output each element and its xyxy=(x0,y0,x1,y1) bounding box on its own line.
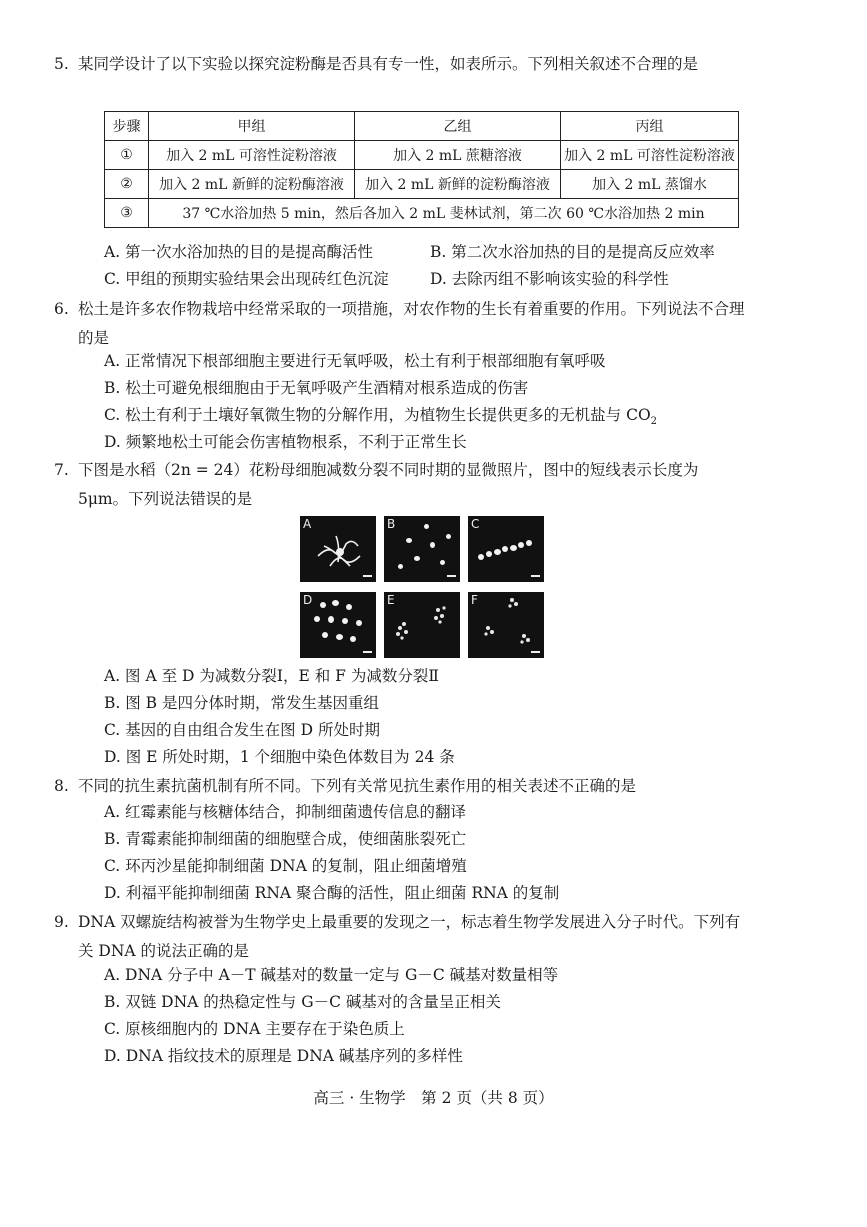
photo-label: A xyxy=(303,517,312,531)
question-stem: DNA 双螺旋结构被誉为生物学史上最重要的发现之一，标志着生物学发展进入分子时代。下列有关 DNA 的说法正确的是 xyxy=(78,913,741,960)
option-a: A. DNA 分子中 A－T 碱基对的数量一定与 G－C 碱基对数量相等 xyxy=(104,966,559,984)
micrograph-d xyxy=(300,592,376,658)
micrograph-e xyxy=(384,592,460,658)
photo-label: B xyxy=(387,517,396,531)
option-c: C. 环丙沙星能抑制细菌 DNA 的复制，阻止细菌增殖 xyxy=(104,857,467,875)
table-cell: ② xyxy=(105,170,149,199)
table-cell: 加入 2 mL 蔗糖溶液 xyxy=(355,141,561,170)
question-stem: 下图是水稻（2n = 24）花粉母细胞减数分裂不同时期的显微照片，图中的短线表示长度为 5μm。下列说法错误的是 xyxy=(78,461,699,508)
option-a: A. 图 A 至 D 为减数分裂Ⅰ，E 和 F 为减数分裂Ⅱ xyxy=(104,667,439,685)
photo-label: C xyxy=(471,517,480,531)
subscript: 2 xyxy=(650,416,658,428)
table-header-row xyxy=(105,112,739,141)
option-a: A. 红霉素能与核糖体结合，抑制细菌遗传信息的翻译 xyxy=(104,803,467,821)
question-7 xyxy=(54,456,748,514)
table-cell: 加入 2 mL 可溶性淀粉溶液 xyxy=(149,141,355,170)
question-stem: 松土是许多农作物栽培中经常采取的一项措施，对农作物的生长有着重要的作用。下列说法不合理的是 xyxy=(78,300,745,347)
option-a: A. 正常情况下根部细胞主要进行无氧呼吸，松土有利于根部细胞有氧呼吸 xyxy=(104,352,606,370)
table-header-cell: 甲组 xyxy=(149,112,355,141)
scale-bar xyxy=(531,575,540,577)
option-c: C. 原核细胞内的 DNA 主要存在于染色质上 xyxy=(104,1020,405,1038)
experiment-table xyxy=(104,111,739,228)
table-cell-merged: 37 ℃水浴加热 5 min，然后各加入 2 mL 斐林试剂，第二次 60 ℃水浴加热 2 min xyxy=(149,199,739,228)
table-row xyxy=(105,141,739,170)
question-stem: 不同的抗生素抗菌机制有所不同。下列有关常见抗生素作用的相关表述不正确的是 xyxy=(78,777,637,795)
option-b: B. 第二次水浴加热的目的是提高反应效率 xyxy=(430,243,715,261)
option-b: B. 松土可避免根细胞由于无氧呼吸产生酒精对根系造成的伤害 xyxy=(104,379,529,397)
scale-bar xyxy=(363,575,372,577)
question-number: 9. xyxy=(54,913,69,931)
question-number: 6. xyxy=(54,300,69,318)
photo-label: D xyxy=(303,593,313,607)
micrograph-f xyxy=(468,592,544,658)
table-cell: 加入 2 mL 新鲜的淀粉酶溶液 xyxy=(355,170,561,199)
question-9 xyxy=(54,908,748,966)
photo-label: F xyxy=(471,593,478,607)
question-number: 7. xyxy=(54,461,69,479)
chromosome-cluster-graphic xyxy=(468,592,544,658)
scale-bar xyxy=(447,575,456,577)
option-b: B. 图 B 是四分体时期，常发生基因重组 xyxy=(104,694,379,712)
option-d: D. 图 E 所处时期，1 个细胞中染色体数目为 24 条 xyxy=(104,748,455,766)
table-row xyxy=(105,170,739,199)
table-row xyxy=(105,199,739,228)
scale-bar xyxy=(531,651,540,653)
micrograph-b xyxy=(384,516,460,582)
table-cell: ③ xyxy=(105,199,149,228)
scale-bar xyxy=(363,651,372,653)
option-b: B. 青霉素能抑制细菌的细胞壁合成，使细菌胀裂死亡 xyxy=(104,830,467,848)
question-stem: 某同学设计了以下实验以探究淀粉酶是否具有专一性，如表所示。下列相关叙述不合理的是 xyxy=(78,55,699,73)
question-number: 8. xyxy=(54,777,69,795)
option-d: D. DNA 指纹技术的原理是 DNA 碱基序列的多样性 xyxy=(104,1047,463,1065)
option-text: C. 松土有利于土壤好氧微生物的分解作用，为植物生长提供更多的无机盐与 CO xyxy=(104,406,651,424)
chromosome-cluster-graphic xyxy=(384,592,460,658)
micrograph-a xyxy=(300,516,376,582)
option-a: A. 第一次水浴加热的目的是提高酶活性 xyxy=(104,243,374,261)
table-header-cell: 乙组 xyxy=(355,112,561,141)
table-cell: 加入 2 mL 新鲜的淀粉酶溶液 xyxy=(149,170,355,199)
option-c: C. 甲组的预期实验结果会出现砖红色沉淀 xyxy=(104,270,389,288)
option-d: D. 去除丙组不影响该实验的科学性 xyxy=(430,270,669,288)
option-d: D. 利福平能抑制细菌 RNA 聚合酶的活性，阻止细菌 RNA 的复制 xyxy=(104,884,560,902)
question-8 xyxy=(54,772,748,801)
micrograph-panel xyxy=(300,516,548,658)
option-b: B. 双链 DNA 的热稳定性与 G－C 碱基对的含量呈正相关 xyxy=(104,993,501,1011)
photo-label: E xyxy=(387,593,395,607)
table-cell: ① xyxy=(105,141,149,170)
table-cell: 加入 2 mL 蒸馏水 xyxy=(561,170,739,199)
option-d: D. 频繁地松土可能会伤害植物根系，不利于正常生长 xyxy=(104,433,467,451)
page-footer: 高三 · 生物学 第 2 页（共 8 页） xyxy=(313,1089,554,1107)
question-5 xyxy=(54,50,748,79)
option-c: C. 基因的自由组合发生在图 D 所处时期 xyxy=(104,721,380,739)
chromosome-tangle-graphic xyxy=(300,516,376,582)
table-header-cell: 丙组 xyxy=(561,112,739,141)
table-cell: 加入 2 mL 可溶性淀粉溶液 xyxy=(561,141,739,170)
question-number: 5. xyxy=(54,55,69,73)
table-header-cell: 步骤 xyxy=(105,112,149,141)
micrograph-c xyxy=(468,516,544,582)
question-6 xyxy=(54,295,748,353)
